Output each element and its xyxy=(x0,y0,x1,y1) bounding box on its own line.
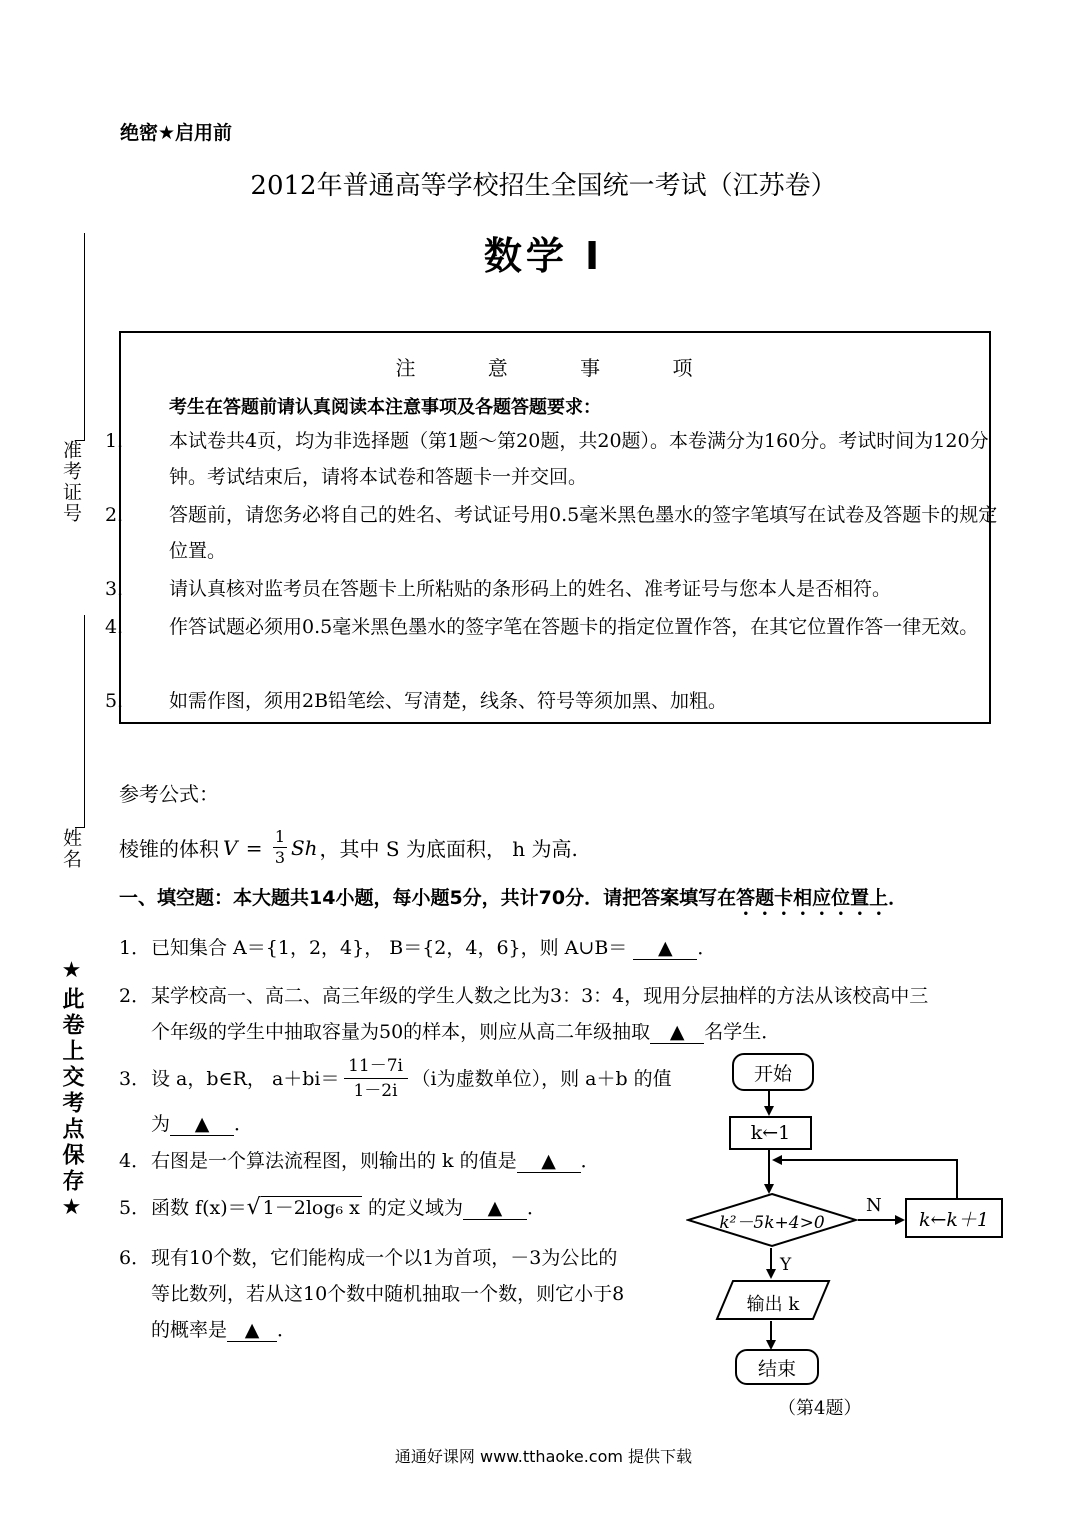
margin-line-top xyxy=(84,233,85,440)
flow-connector xyxy=(770,1248,772,1270)
sqrt-radicand: 1－2log₆ x xyxy=(262,1197,360,1219)
question-4: 4．右图是一个算法流程图，则输出的 k 的值是 ▲ ． xyxy=(119,1150,600,1172)
answer-blank: ▲ xyxy=(650,1021,704,1044)
question-1: 1．已知集合 A＝{1，2，4}， B＝{2，4，6}，则 A∪B＝ ▲ ． xyxy=(119,937,717,959)
notice-intro: 考生在答题前请认真阅读本注意事项及各题答题要求： xyxy=(169,397,601,418)
flow-start: 开始 xyxy=(732,1053,814,1091)
flow-caption: （第4题） xyxy=(778,1398,862,1419)
question-5: 5．函数 f(x)＝√ 1－2log₆ x 的定义域为 ▲ ． xyxy=(119,1195,546,1220)
answer-blank: ▲ xyxy=(517,1150,581,1173)
section-heading: 一、填空题：本大题共14小题，每小题5分，共计70分．请把答案填写在答题卡相应位置上． xyxy=(119,887,908,909)
footer: 通通好课网 www.tthaoke.com 提供下载 xyxy=(394,1447,693,1466)
flow-end: 结束 xyxy=(735,1349,819,1385)
flow-condition: k²－5k+4>0 xyxy=(719,1213,825,1233)
question-3: 3． 设 a，b∈R， a＋bi＝ $\frac{11-7i}{1-2i}$ （i为虚数单位），则 a＋b 的值 为 ▲ ． xyxy=(119,1056,672,1135)
margin-line-mid xyxy=(84,615,85,827)
notice-title: 注 意 事 项 xyxy=(395,356,715,380)
answer-blank: ▲ xyxy=(170,1113,234,1136)
fraction-complex: $\frac{11-7i}{1-2i}$ xyxy=(344,1055,408,1102)
flow-connector xyxy=(858,1219,896,1221)
flow-output: 输出 k xyxy=(746,1294,800,1315)
keep-notice: ★此卷上交考点保存★ xyxy=(59,958,84,1224)
notice-item: 4． 作答试题必须用0.5毫米黑色墨水的签字笔在答题卡的指定位置作答，在其它位置作答一律无效。 xyxy=(105,616,979,638)
formula-heading: 参考公式： xyxy=(119,782,219,806)
flow-init: k←1 xyxy=(729,1116,812,1150)
notice-item: 1． 本试卷共4页，均为非选择题（第1题～第20题，共20题）。本卷满分为160分。考试时间为120分钟。考试结束后，请将本试卷和答题卡一并交回。 xyxy=(105,430,989,488)
flow-arrow xyxy=(895,1215,905,1225)
fraction-one-third: $\frac{1}{3}$ xyxy=(274,827,286,867)
flow-connector xyxy=(768,1091,770,1107)
question-2: 2．某学校高一、高二、高三年级的学生人数之比为3：3：4，现用分层抽样的方法从该校高中三 个年级的学生中抽取容量为50的样本，则应从高二年级抽取 ▲ 名学生． xyxy=(119,985,929,1043)
name-label: 姓名 xyxy=(60,828,82,870)
flow-arrow xyxy=(764,1106,774,1116)
exam-number-label: 准考证号 xyxy=(60,440,82,524)
exam-title: 2012年普通高等学校招生全国统一考试（江苏卷） xyxy=(250,171,837,201)
notice-item: 2． 答题前，请您务必将自己的姓名、考试证号用0.5毫米黑色墨水的签字笔填写在试卷及答题卡的规定位置。 xyxy=(105,504,998,562)
flow-no-label: N xyxy=(866,1195,882,1216)
flow-connector xyxy=(768,1150,770,1186)
pyramid-volume-formula: 棱锥的体积 V = $\frac{1}{3}$ Sh ，其中 S 为底面积， h 为高. xyxy=(119,827,578,867)
secret-label: 绝密★启用前 xyxy=(120,122,233,144)
flow-yes-label: Y xyxy=(780,1255,792,1275)
flow-update: k←k＋1 xyxy=(905,1198,1003,1238)
emphasis-text: 答题卡相应位置上 xyxy=(736,887,889,909)
flow-loop-line xyxy=(956,1159,958,1198)
flow-arrow xyxy=(772,1155,782,1165)
notice-box xyxy=(105,331,998,724)
notice-item: 5． 如需作图，须用2B铅笔绘、写清楚，线条、符号等须加黑、加粗。 xyxy=(105,690,728,712)
answer-blank: ▲ xyxy=(633,937,697,960)
flow-loop-line xyxy=(782,1159,958,1161)
flow-arrow xyxy=(766,1269,776,1279)
question-6: 6．现有10个数，它们能构成一个以1为首项，－3为公比的 等比数列，若从这10个数中随机抽取一个数，则它小于8 的概率是 ▲ ． xyxy=(119,1247,625,1341)
flow-connector xyxy=(770,1321,772,1341)
answer-blank: ▲ xyxy=(463,1197,527,1220)
notice-item: 3． 请认真核对监考员在答题卡上所粘贴的条形码上的姓名、准考证号与您本人是否相符。 xyxy=(105,578,892,600)
subject-title: 数学 I xyxy=(483,234,604,278)
answer-blank: ▲ xyxy=(227,1319,277,1342)
